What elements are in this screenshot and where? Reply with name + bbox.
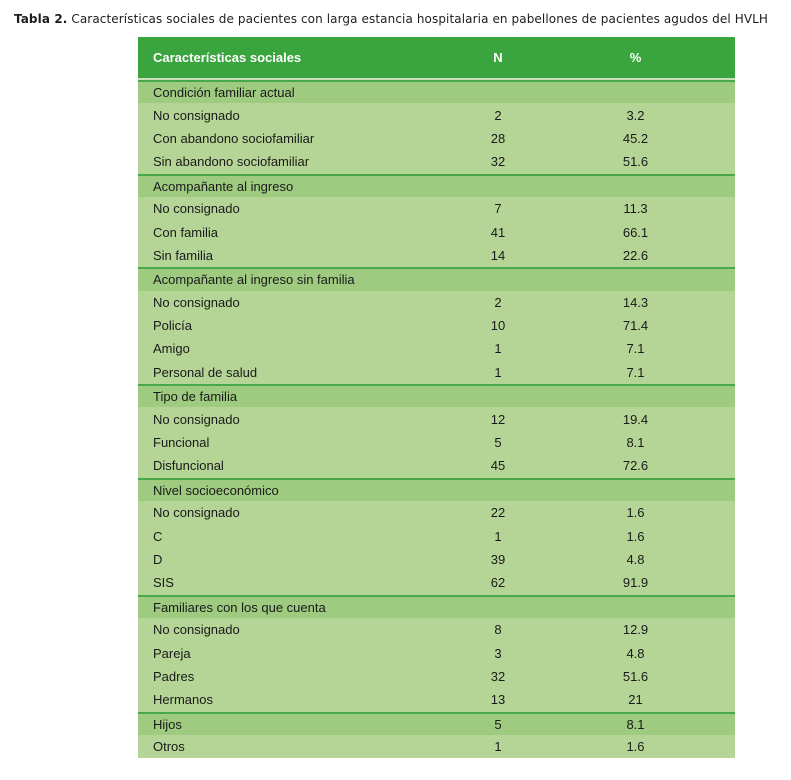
cell-n: 39 [490, 552, 506, 567]
cell-percent: 1.6 [626, 528, 645, 544]
table-body [138, 80, 735, 758]
header-characteristic: Características sociales [153, 50, 302, 65]
cell-percent: 21 [628, 692, 643, 708]
cell-label: Con familia [153, 224, 219, 240]
section-row [138, 80, 735, 103]
cell-n: 1 [494, 364, 502, 380]
cell-percent: 3.2 [626, 107, 645, 123]
cell-label: No consignado [153, 505, 240, 521]
cell-label: Sin abandono sociofamiliar [153, 154, 310, 170]
cell-percent: 91.9 [622, 575, 649, 591]
cell-percent: 11.3 [623, 201, 648, 217]
cell-percent: 14.3 [622, 294, 649, 310]
cell-label: Sin familia [153, 247, 213, 263]
cell-n: 1 [494, 528, 502, 544]
cell-label: Tipo de familia [153, 389, 238, 405]
cell-label: SIS [153, 575, 174, 591]
table-row [138, 244, 735, 267]
cell-label: Personal de salud [153, 364, 258, 380]
cell-label: Funcional [153, 435, 210, 451]
cell-label: No consignado [153, 294, 240, 310]
cell-label: C [153, 528, 163, 544]
cell-percent: 71.4 [622, 318, 649, 334]
cell-percent: 7.1 [626, 364, 645, 380]
table-row [138, 291, 735, 314]
cell-label: Hermanos [153, 692, 213, 708]
cell-n: 2 [494, 107, 502, 123]
section-row [138, 712, 735, 735]
header-n: N [493, 50, 503, 65]
caption-text: Características sociales de pacientes con larga estancia hospitalaria en pabellones de pacientes agudos del HVLH [71, 12, 769, 26]
table-row [138, 735, 735, 758]
cell-percent: 45.2 [622, 130, 649, 146]
cell-n: 3 [494, 645, 502, 661]
cell-label: Con abandono sociofamiliar [153, 130, 315, 146]
table-row [138, 454, 735, 477]
table-caption [14, 12, 768, 26]
cell-n: 1 [494, 739, 502, 755]
table-row [138, 524, 735, 547]
table-row [138, 618, 735, 641]
cell-percent: 8.1 [626, 435, 645, 451]
cell-label: Acompañante al ingreso sin familia [153, 272, 355, 288]
cell-n: 8 [494, 622, 502, 638]
cell-percent: 72.6 [622, 458, 649, 474]
table-row [138, 407, 735, 430]
section-row [138, 267, 735, 290]
cell-percent: 4.8 [626, 645, 645, 661]
cell-label: D [153, 552, 163, 567]
cell-n: 62 [490, 575, 506, 591]
cell-label: Familiares con los que cuenta [153, 599, 326, 615]
table-row [138, 127, 735, 150]
table-header [138, 37, 735, 80]
cell-label: Padres [153, 668, 195, 684]
cell-label: Condición familiar actual [153, 85, 295, 101]
social-characteristics-table [138, 37, 735, 758]
section-row [138, 595, 735, 618]
cell-n: 41 [490, 224, 506, 240]
section-row [138, 478, 735, 501]
cell-percent: 22.6 [622, 247, 649, 263]
cell-n: 14 [490, 247, 506, 263]
table-row [138, 103, 735, 126]
cell-label: Acompañante al ingreso [153, 178, 294, 194]
cell-n: 12 [490, 411, 506, 427]
cell-percent: 12.9 [622, 622, 649, 638]
header-percent: % [629, 50, 642, 65]
table-row [138, 431, 735, 454]
cell-percent: 1.6 [626, 505, 645, 521]
cell-n: 5 [494, 435, 502, 451]
cell-label: No consignado [153, 622, 240, 638]
cell-n: 7 [494, 201, 502, 217]
cell-percent: 51.6 [622, 154, 649, 170]
table-row [138, 665, 735, 688]
cell-percent: 1.6 [626, 739, 645, 755]
cell-label: Disfuncional [153, 458, 224, 474]
cell-percent: 66.1 [622, 224, 649, 240]
cell-n: 45 [490, 458, 506, 474]
cell-label: Policía [153, 318, 193, 334]
caption-label: Tabla 2. [14, 12, 68, 26]
cell-percent: 4.8 [626, 552, 645, 567]
cell-n: 5 [494, 716, 502, 732]
cell-label: No consignado [153, 411, 240, 427]
table-row [138, 314, 735, 337]
table-row [138, 361, 735, 384]
table-row [138, 220, 735, 243]
table-row [138, 501, 735, 524]
table-row [138, 337, 735, 360]
cell-percent: 19.4 [622, 411, 649, 427]
cell-n: 32 [490, 668, 506, 684]
cell-n: 32 [490, 154, 506, 170]
table-row [138, 641, 735, 664]
table-row [138, 571, 735, 594]
table-row [138, 150, 735, 173]
section-row [138, 174, 735, 197]
cell-label: Otros [153, 739, 185, 755]
cell-label: Amigo [153, 341, 190, 357]
cell-n: 22 [490, 505, 506, 521]
cell-n: 10 [490, 318, 506, 334]
cell-percent: 51.6 [622, 668, 649, 684]
cell-n: 2 [494, 294, 502, 310]
cell-percent: 7.1 [626, 341, 645, 357]
cell-label: Pareja [153, 645, 191, 661]
cell-label: No consignado [153, 107, 240, 123]
cell-n: 1 [494, 341, 502, 357]
table-row [138, 688, 735, 711]
cell-label: Nivel socioeconómico [153, 482, 279, 498]
cell-label: Hijos [153, 716, 182, 732]
cell-n: 28 [490, 130, 506, 146]
section-row [138, 384, 735, 407]
cell-label: No consignado [153, 201, 240, 217]
cell-n: 13 [490, 692, 506, 708]
table-row [138, 197, 735, 220]
cell-percent: 8.1 [626, 716, 645, 732]
table-row [138, 548, 735, 571]
